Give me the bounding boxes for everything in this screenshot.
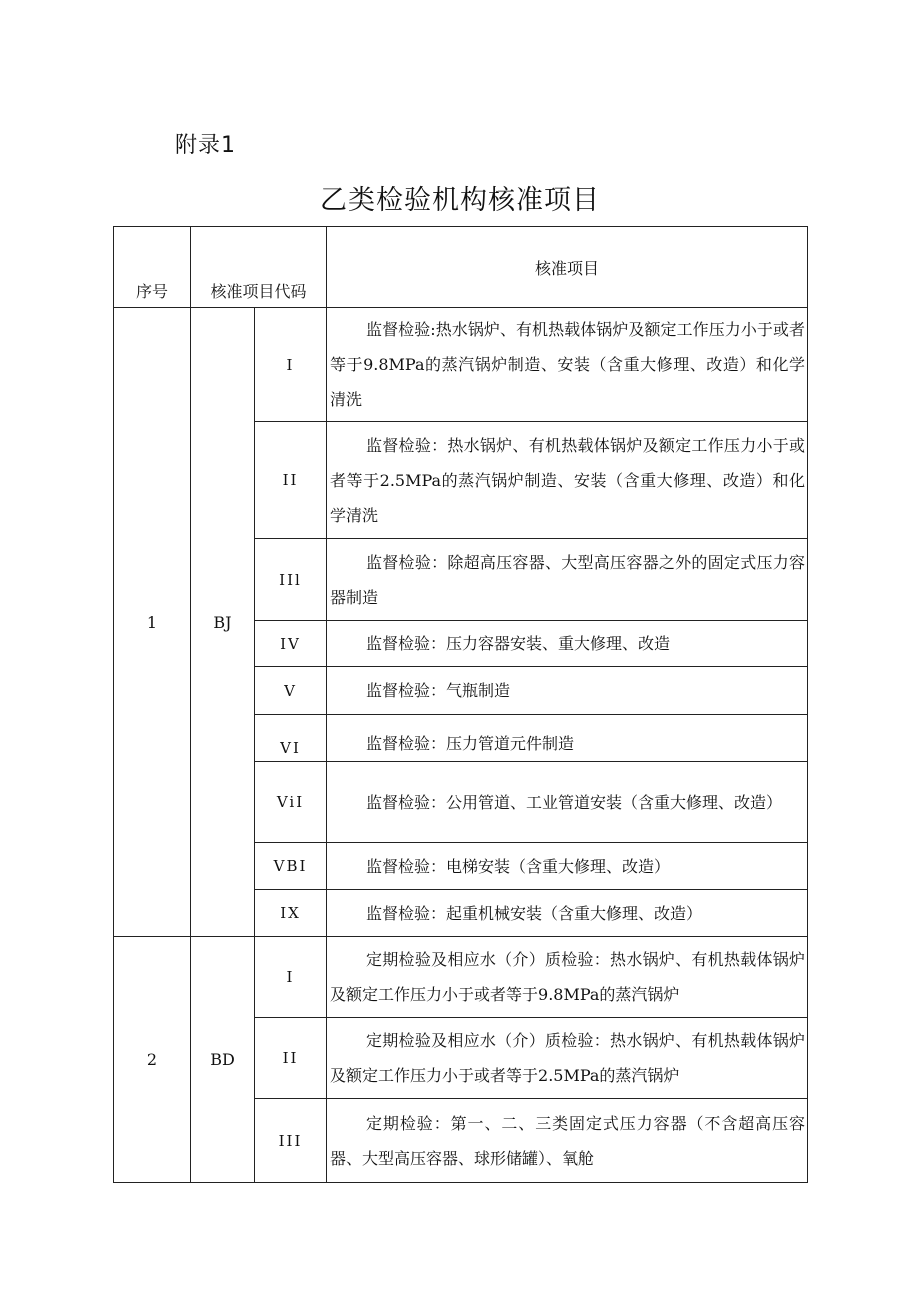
header-code: 核准项目代码 — [191, 227, 327, 308]
item-description: 监督检验：压力管道元件制造 — [327, 715, 808, 762]
group-1-code: BJ — [191, 308, 255, 937]
item-description: 监督检验：压力容器安装、重大修理、改造 — [327, 621, 808, 667]
table-row — [114, 937, 808, 1018]
sub-code: V — [255, 667, 327, 715]
sub-code: III — [255, 1099, 327, 1183]
sub-code: IV — [255, 621, 327, 667]
item-description: 监督检验:热水锅炉、有机热载体锅炉及额定工作压力小于或者等于9.8MPa的蒸汽锅炉制造、安装（含重大修理、改造）和化学清洗 — [327, 308, 808, 422]
header-seq: 序号 — [114, 227, 191, 308]
sub-code: VI — [255, 715, 327, 762]
sub-code: ViI — [255, 762, 327, 843]
item-description: 监督检验：起重机械安装（含重大修理、改造） — [327, 890, 808, 937]
sub-code: I — [255, 937, 327, 1018]
item-description: 定期检验及相应水（介）质检验：热水锅炉、有机热载体锅炉及额定工作压力小于或者等于9.8MPa的蒸汽锅炉 — [327, 937, 808, 1018]
sub-code: II — [255, 1018, 327, 1099]
document-title: 乙类检验机构核准项目 — [320, 185, 600, 216]
table-row — [114, 308, 808, 422]
item-description: 定期检验及相应水（介）质检验：热水锅炉、有机热载体锅炉及额定工作压力小于或者等于2.5MPa的蒸汽锅炉 — [327, 1018, 808, 1099]
item-description: 监督检验：除超高压容器、大型高压容器之外的固定式压力容器制造 — [327, 539, 808, 621]
group-1-seq: 1 — [114, 308, 191, 937]
group-2-code: BD — [191, 937, 255, 1183]
item-description: 监督检验：电梯安装（含重大修理、改造） — [327, 843, 808, 890]
group-2-seq: 2 — [114, 937, 191, 1183]
appendix-label: 附录1 — [175, 133, 236, 158]
sub-code: IX — [255, 890, 327, 937]
item-description: 监督检验：热水锅炉、有机热载体锅炉及额定工作压力小于或者等于2.5MPa的蒸汽锅炉制造、安装（含重大修理、改造）和化学清洗 — [327, 422, 808, 539]
sub-code: II — [255, 422, 327, 539]
sub-code: IIl — [255, 539, 327, 621]
sub-code: VBI — [255, 843, 327, 890]
item-description: 监督检验：气瓶制造 — [327, 667, 808, 715]
table-header-row — [114, 227, 808, 308]
header-item: 核准项目 — [327, 227, 808, 308]
sub-code: I — [255, 308, 327, 422]
item-description: 定期检验：第一、二、三类固定式压力容器（不含超高压容器、大型高压容器、球形储罐）、氧舱 — [327, 1099, 808, 1183]
item-description: 监督检验：公用管道、工业管道安装（含重大修理、改造） — [327, 762, 808, 843]
approval-items-table — [113, 226, 808, 1183]
